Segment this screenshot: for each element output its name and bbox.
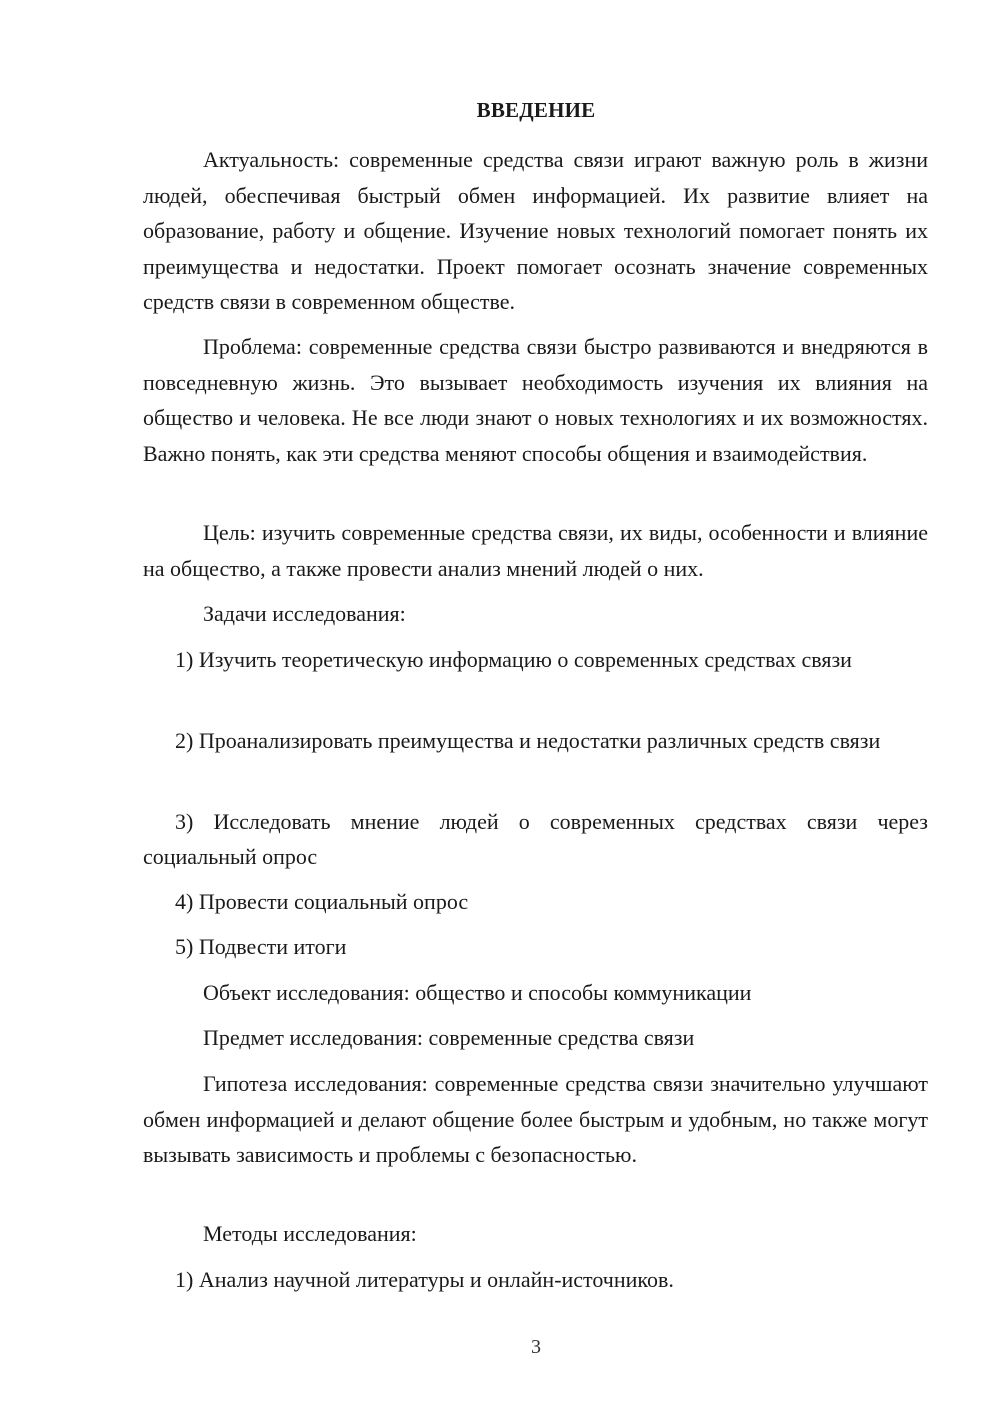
subject-paragraph: Предмет исследования: современные средства связи bbox=[203, 1025, 695, 1050]
goal-paragraph: Цель: изучить современные средства связи, их виды, особенности и влияние на общество, а также провести анализ мнений людей о них. bbox=[143, 520, 928, 581]
hypothesis-paragraph: Гипотеза исследования: современные средства связи значительно улучшают обмен информацией и делают общение более быстрым и удобным, но также могут вызывать зависимость и проблемы с безопасностью. bbox=[143, 1071, 928, 1167]
task-item-3: 3) Исследовать мнение людей о современных средствах связи через социальный опрос bbox=[143, 809, 928, 869]
tasks-heading: Задачи исследования: bbox=[203, 601, 406, 626]
task-item-1: 1) Изучить теоретическую информацию о современных средствах связи bbox=[175, 647, 852, 672]
object-paragraph: Объект исследования: общество и способы коммуникации bbox=[203, 980, 752, 1005]
task-item-4: 4) Провести социальный опрос bbox=[175, 889, 469, 914]
task-item-2: 2) Проанализировать преимущества и недостатки различных средств связи bbox=[175, 728, 881, 753]
page-number: 3 bbox=[531, 1336, 541, 1358]
task-item-5: 5) Подвести итоги bbox=[175, 934, 347, 959]
problem-paragraph: Проблема: современные средства связи быстро развиваются и внедряются в повседневную жизнь. Это вызывает необходимость изучения их влияния на общество и человека. Не все люди знают о новых технологиях и их возможностях. Важно понять, как эти средства меняют способы общения и взаимодействия. bbox=[143, 334, 928, 466]
relevance-paragraph: Актуальность: современные средства связи играют важную роль в жизни людей, обеспечивая быстрый обмен информацией. Их развитие влияет на образование, работу и общение. Изучение новых технологий помогает понять их преимущества и недостатки. Проект помогает осознать значение современных средств связи в современном обществе. bbox=[143, 147, 928, 314]
page-title: ВВЕДЕНИЕ bbox=[476, 98, 596, 122]
methods-heading: Методы исследования: bbox=[203, 1221, 417, 1246]
method-item-1: 1) Анализ научной литературы и онлайн-источников. bbox=[175, 1267, 674, 1292]
